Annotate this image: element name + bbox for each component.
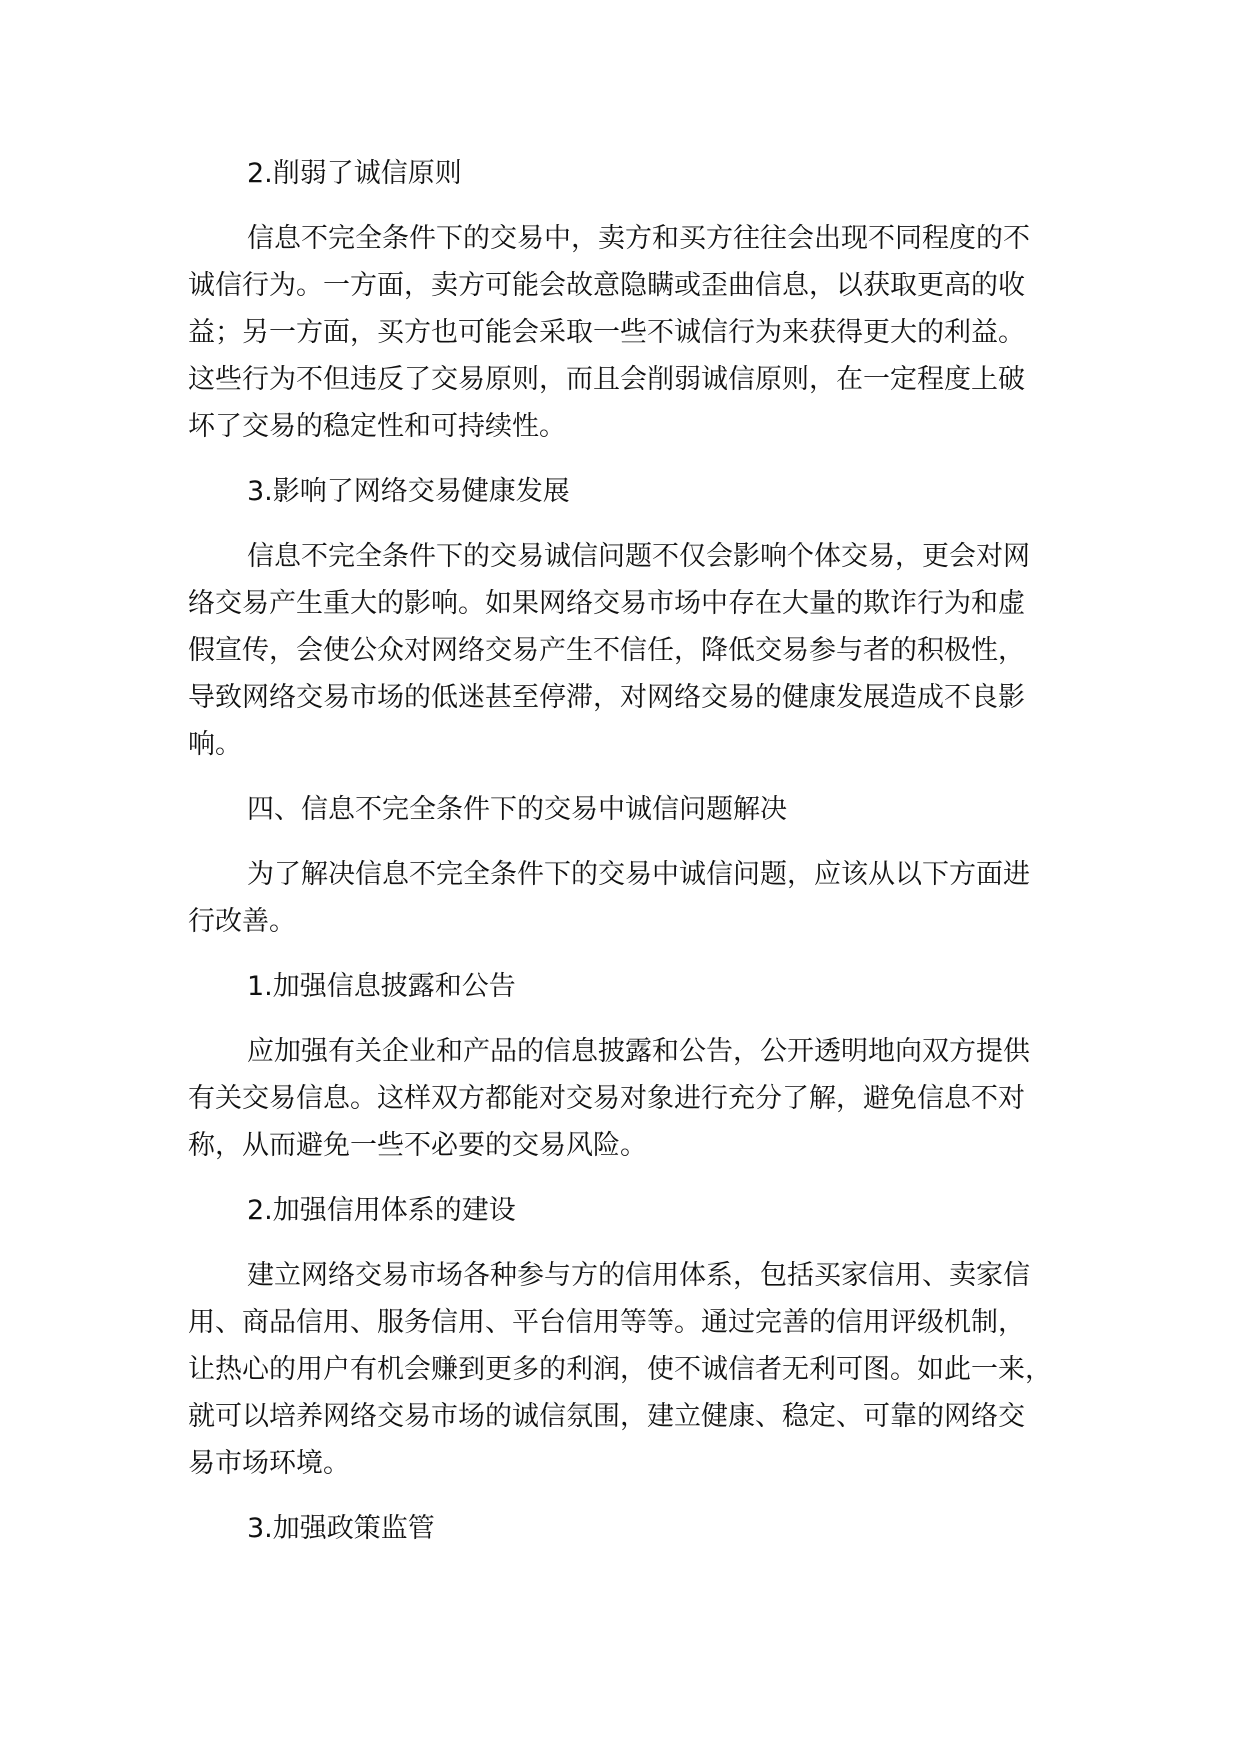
paragraph-line: 易市场环境。	[188, 1448, 350, 1479]
paragraph-line: 有关交易信息。这样双方都能对交易对象进行充分了解，避免信息不对	[188, 1083, 1025, 1114]
body-paragraph	[188, 1252, 1052, 1487]
body-paragraph	[188, 533, 1036, 768]
paragraph-line: 就可以培养网络交易市场的诚信氛围，建立健康、稳定、可靠的网络交	[188, 1401, 1025, 1432]
section-heading: 2.削弱了诚信原则	[247, 158, 462, 189]
section-heading: 3.加强政策监管	[247, 1513, 435, 1544]
paragraph-line: 诚信行为。一方面，卖方可能会故意隐瞒或歪曲信息，以获取更高的收	[188, 270, 1025, 301]
paragraph-line: 络交易产生重大的影响。如果网络交易市场中存在大量的欺诈行为和虚	[188, 588, 1025, 619]
paragraph-line: 导致网络交易市场的低迷甚至停滞，对网络交易的健康发展造成不良影	[188, 682, 1025, 713]
paragraph-line: 用、商品信用、服务信用、平台信用等等。通过完善的信用评级机制，	[188, 1307, 1025, 1338]
body-paragraph	[188, 851, 1036, 945]
paragraph-line: 坏了交易的稳定性和可持续性。	[188, 411, 566, 442]
paragraph-line: 行改善。	[188, 906, 296, 937]
section-heading: 四、信息不完全条件下的交易中诚信问题解决	[247, 794, 787, 825]
paragraph-line: 这些行为不但违反了交易原则，而且会削弱诚信原则，在一定程度上破	[188, 364, 1025, 395]
body-paragraph	[188, 215, 1036, 450]
paragraph-line: 响。	[188, 729, 242, 760]
paragraph-line: 信息不完全条件下的交易中，卖方和买方往往会出现不同程度的不	[247, 223, 1030, 254]
document-body	[188, 150, 1052, 1570]
body-paragraph	[188, 1028, 1036, 1169]
paragraph-line: 应加强有关企业和产品的信息披露和公告，公开透明地向双方提供	[247, 1036, 1030, 1067]
section-heading: 1.加强信息披露和公告	[247, 971, 516, 1002]
paragraph-line: 称，从而避免一些不必要的交易风险。	[188, 1130, 647, 1161]
paragraph-line: 信息不完全条件下的交易诚信问题不仅会影响个体交易，更会对网	[247, 541, 1030, 572]
section-heading: 3.影响了网络交易健康发展	[247, 476, 570, 507]
paragraph-line: 让热心的用户有机会赚到更多的利润，使不诚信者无利可图。如此一来，	[188, 1354, 1052, 1385]
paragraph-line: 假宣传，会使公众对网络交易产生不信任，降低交易参与者的积极性，	[188, 635, 1025, 666]
paragraph-line: 为了解决信息不完全条件下的交易中诚信问题，应该从以下方面进	[247, 859, 1030, 890]
paragraph-line: 建立网络交易市场各种参与方的信用体系，包括买家信用、卖家信	[247, 1260, 1030, 1291]
section-heading: 2.加强信用体系的建设	[247, 1195, 516, 1226]
paragraph-line: 益；另一方面，买方也可能会采取一些不诚信行为来获得更大的利益。	[188, 317, 1025, 348]
